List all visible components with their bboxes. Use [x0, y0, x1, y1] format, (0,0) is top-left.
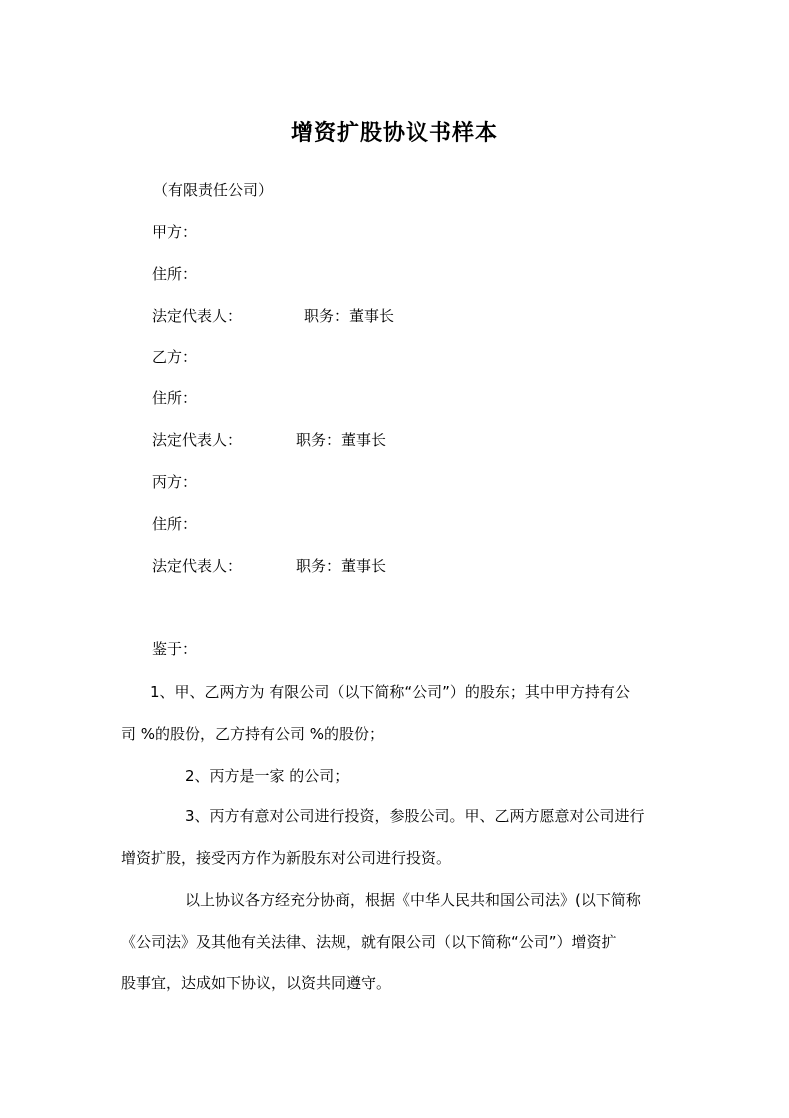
party-c-position: 职务：董事长	[296, 557, 387, 575]
party-b-address: 住所：	[152, 389, 198, 407]
party-c-label: 丙方：	[152, 473, 198, 491]
closing-line-3: 股事宜，达成如下协议，以资共同遵守。	[121, 974, 392, 992]
clause-2: 2、丙方是一家 的公司；	[185, 767, 350, 785]
party-b-position: 职务：董事长	[296, 431, 387, 449]
clause-1-line-1: 1、甲、乙两方为 有限公司（以下简称“公司”）的股东；其中甲方持有公	[150, 683, 630, 701]
party-b-representative: 法定代表人：	[152, 431, 243, 449]
clause-3-line-2: 增资扩股，接受丙方作为新股东对公司进行投资。	[121, 849, 452, 867]
clause-3-line-1: 3、丙方有意对公司进行投资，参股公司。甲、乙两方愿意对公司进行	[185, 807, 645, 825]
clause-1-line-2: 司 %的股份，乙方持有公司 %的股份；	[121, 725, 385, 743]
party-a-label: 甲方：	[152, 223, 198, 241]
party-b-label: 乙方：	[152, 348, 198, 366]
party-a-address: 住所：	[152, 265, 198, 283]
closing-line-1: 以上协议各方经充分协商，根据《中华人民共和国公司法》(以下简称	[185, 891, 641, 909]
party-c-address: 住所：	[152, 515, 198, 533]
party-a-position: 职务：董事长	[304, 307, 395, 325]
party-c-representative: 法定代表人：	[152, 557, 243, 575]
party-a-representative: 法定代表人：	[152, 307, 243, 325]
closing-line-2: 《公司法》及其他有关法律、法规，就有限公司（以下简称“公司”）增资扩	[121, 933, 617, 951]
whereas-heading: 鉴于：	[152, 640, 198, 658]
document-title: 增资扩股协议书样本	[290, 120, 498, 146]
subtitle: （有限责任公司）	[153, 181, 274, 199]
